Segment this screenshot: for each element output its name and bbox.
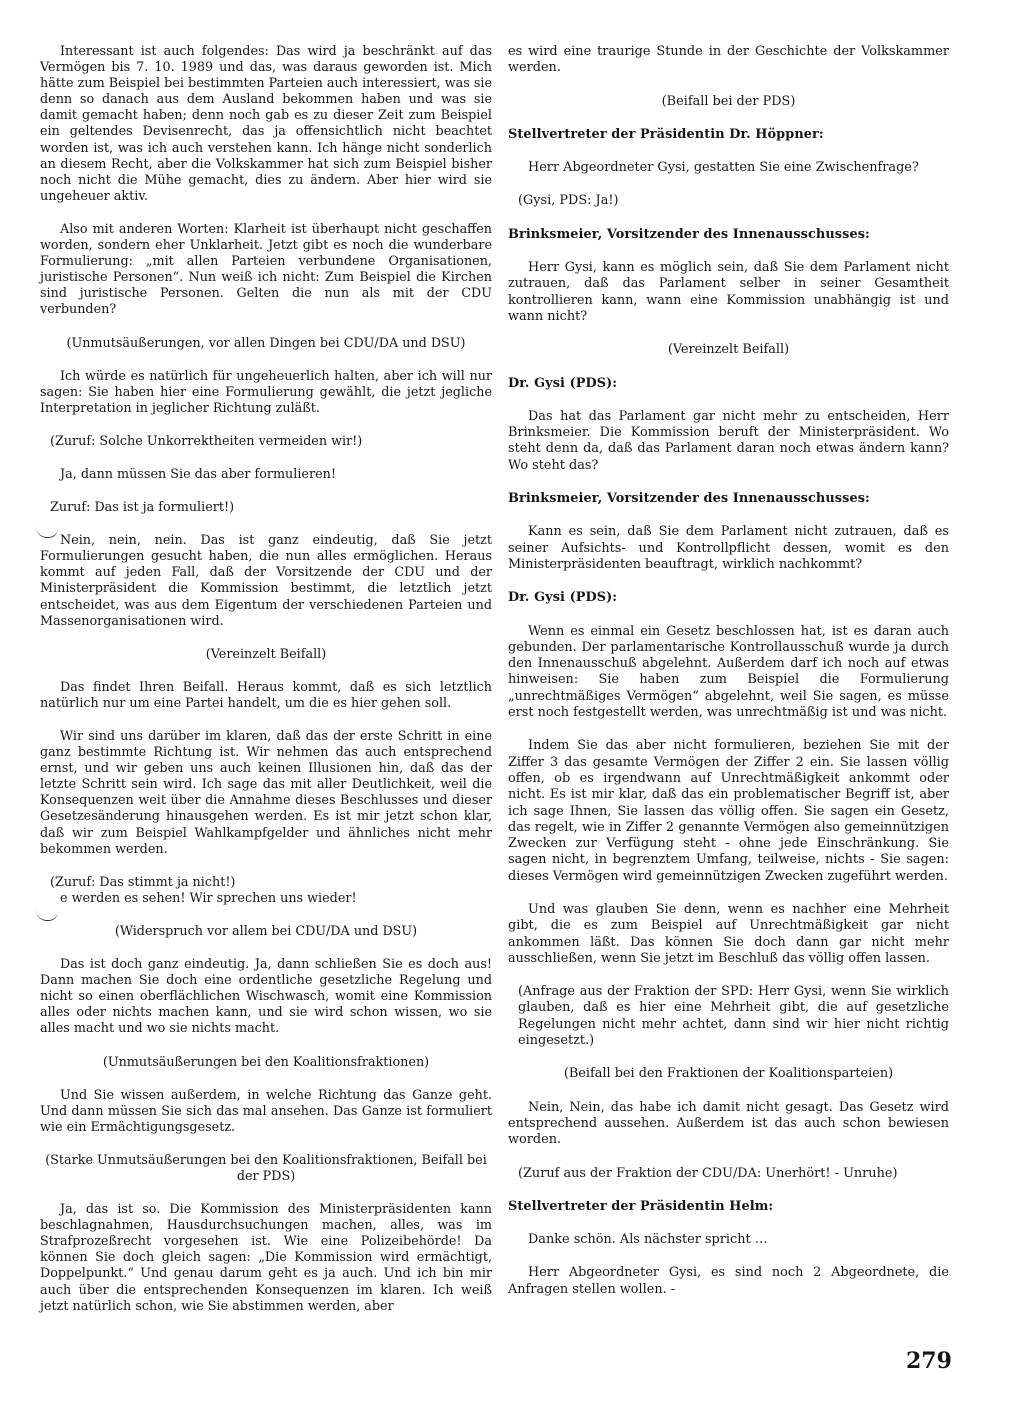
interjection: (Zuruf: Das stimmt ja nicht!) [50,874,236,890]
interjection-centered: (Unmutsäußerungen, vor allen Dingen bei CDU/DA und DSU) [66,335,466,351]
interjection: (Zuruf aus der Fraktion der CDU/DA: Unerhört! - Unruhe) [518,1165,898,1181]
page-number: 279 [906,1348,952,1374]
paragraph: Nein, Nein, das habe ich damit nicht gesagt. Das Gesetz wird entsprechend aussehen. Außerdem ist das auch schon bewiesen worden. [508,1099,949,1148]
interjection: (Anfrage aus der Fraktion der SPD: Herr Gysi, wenn Sie wirklich glauben, daß es hier eine Mehrheit gibt, die auf gesetzliche Regelungen nicht mehr achtet, dann sind wir hier nicht richtig eingesetzt.) [518,984,949,1049]
speaker-heading: Brinksmeier, Vorsitzender des Innenausschusses: [508,491,870,507]
paragraph: es wird eine traurige Stunde in der Geschichte der Volkskammer werden. [508,44,949,76]
interjection-centered: (Starke Unmutsäußerungen bei den Koalitionsfraktionen, Beifall bei der PDS) [45,1152,487,1184]
paragraph: Und was glauben Sie denn, wenn es nachher eine Mehrheit gibt, die es zum Beispiel auf Unrechtmäßigkeit gar nicht ankommen läßt. Das können Sie doch dann gar nicht mehr ausschließen, wenn Sie jetzt im Beschluß das völlig offen lassen. [508,901,949,966]
paragraph: Das hat das Parlament gar nicht mehr zu entscheiden, Herr Brinksmeier. Die Kommission beruft der Ministerpräsident. Wo steht denn da, daß das Parlament daran noch etwas ändern kann? Wo steht das? [508,408,949,473]
interjection: (Gysi, PDS: Ja!) [518,193,619,209]
speaker-heading: Dr. Gysi (PDS): [508,590,618,606]
paragraph-fragment: e werden es sehen! Wir sprechen uns wieder! [60,890,357,906]
speaker-heading: Stellvertreter der Präsidentin Helm: [508,1198,774,1214]
paragraph: Das ist doch ganz eindeutig. Ja, dann schließen Sie es doch aus! Dann machen Sie doch eine ordentliche gesetzliche Regelung und nicht so einen oberflächlichen Wischwasch, womit eine Kommission alles oder nichts machen kann, und sie wird schon wissen, wo sie alles macht und wo sie nichts macht. [40,957,492,1037]
left-column [40,44,492,1332]
paragraph: Kann es sein, daß Sie dem Parlament nicht zutrauen, daß es seiner Aufsichts- und Kontrollpflicht dessen, womit es den Ministerpräsidenten beauftragt, wirklich nachkommt? [508,524,949,572]
paragraph: Herr Abgeordneter Gysi, es sind noch 2 Abgeordnete, die Anfragen stellen wollen. - [508,1265,949,1297]
paragraph: Nein, nein, nein. Das ist ganz eindeutig, daß Sie jetzt Formulierungen gesucht haben, die nun alles ermöglichen. Heraus kommt auf jeden Fall, daß der Vorsitzende der CDU und der Ministerpräsident die Kommission bestimmt, die letztlich jetzt entscheidet, was aus dem Eigentum der verschiedenen Parteien und Massenorganisationen wird. [40,533,492,629]
paragraph: Ich würde es natürlich für ungeheuerlich halten, aber ich will nur sagen: Sie haben hier eine Formulierung gewählt, die jetzt jegliche Interpretation in jeglicher Richtung zuläßt. [40,368,492,416]
paragraph: Wenn es einmal ein Gesetz beschlossen hat, ist es daran auch gebunden. Der parlamentarische Kontrollausschuß wurde ja durch den Innenausschuß abgelehnt. Außerdem darf ich noch auf etwas hinweisen: Sie haben zum Beispiel die Formulierung „unrechtmäßiges Vermögen“ abgelehnt, weil Sie sagen, es müsse erst noch festgestellt werden, was unrechtmäßig ist und was nicht. [508,623,949,721]
paragraph: Herr Abgeordneter Gysi, gestatten Sie eine Zwischenfrage? [528,160,919,176]
paragraph: Also mit anderen Worten: Klarheit ist überhaupt nicht geschaffen worden, sondern eher Unklarheit. Jetzt gibt es noch die wunderbare Formulierung: „mit allen Parteien verbundene Organisationen, juristische Personen“. Nun weiß ich nicht: Zum Beispiel die Kirchen sind juristische Personen. Gelten die nun als mit der CDU verbunden? [40,221,492,318]
paragraph: Ja, das ist so. Die Kommission des Ministerpräsidenten kann beschlagnahmen, Hausdurchsuchungen machen, alles, was im Strafprozeßrecht vorgesehen ist. Wie eine Polizeibehörde! Da können Sie doch gleich sagen: „Die Kommission wird ermächtigt, Doppelpunkt.“ Und genau darum geht es ja auch. Und ich bin mir auch über die entsprechenden Konsequenzen im klaren. Ich weiß jetzt natürlich schon, wie Sie abstimmen werden, aber [40,1202,492,1314]
paragraph: Ja, dann müssen Sie das aber formulieren! [60,466,336,482]
speaker-heading: Dr. Gysi (PDS): [508,375,618,391]
speaker-heading: Brinksmeier, Vorsitzender des Innenausschusses: [508,226,870,242]
paragraph: Und Sie wissen außerdem, in welche Richtung das Ganze geht. Und dann müssen Sie sich das mal ansehen. Das Ganze ist formuliert wie ein Ermächtigungsgesetz. [40,1087,492,1135]
paragraph: Indem Sie das aber nicht formulieren, beziehen Sie mit der Ziffer 3 das gesamte Vermögen der Ziffer 2 ein. Sie lassen völlig offen, ob es irgendwann auf Unrechtmäßigkeit ankommt oder nicht. Es ist mir klar, daß das ein problematischer Begriff ist, aber ich sage Ihnen, Sie lassen das völlig offen. Sie sagen ein Gesetz, das regelt, wie in Ziffer 2 genannte Vermögen also gemeinnützigen Zwecken zur Verfügung steht - ohne jede Einschränkung. Sie sagen nicht, in begrenztem Umfang, teilweise, nichts - Sie sagen: dieses Vermögen wird gemeinnützigen Zwecken zugeführt werden. [508,738,949,884]
paragraph: Herr Gysi, kann es möglich sein, daß Sie dem Parlament nicht zutrauen, daß das Parlament selber in seiner Gesamtheit kontrollieren kann, wann eine Kommission unabhängig ist und wann nicht? [508,260,949,324]
paragraph: Das findet Ihren Beifall. Heraus kommt, daß es sich letztlich natürlich nur um eine Partei handelt, um die es hier gehen soll. [40,679,492,711]
interjection-centered: (Unmutsäußerungen bei den Koalitionsfraktionen) [102,1054,430,1070]
interjection: (Zuruf: Solche Unkorrektheiten vermeiden wir!) [50,433,363,449]
interjection-centered: (Beifall bei den Fraktionen der Koalitionsparteien) [563,1066,894,1082]
paragraph: Interessant ist auch folgendes: Das wird ja beschränkt auf das Vermögen bis 7. 10. 1989 und das, was daraus geworden ist. Mich hätte zum Beispiel bei bestimmten Parteien auch interessiert, was sie denn so danach aus dem Ausland bekommen haben und was sie damit gemacht haben; denn noch gab es zu dieser Zeit zum Beispiel ein geltendes Devisenrecht, das ja offensichtlich nicht beachtet worden ist, was ich auch verstehen kann. Ich hänge nicht sonderlich an diesem Recht, aber die Volkskammer hat sich zum Beispiel bisher noch nicht die Mühe gemacht, dies zu ändern. Aber hier wird sie ungeheuer aktiv. [40,44,492,204]
interjection-centered: (Vereinzelt Beifall) [667,342,790,358]
right-column [508,44,949,1315]
paragraph: Wir sind uns darüber im klaren, daß das der erste Schritt in eine ganz bestimmte Richtung ist. Wir nehmen das auch entsprechend ernst, und wir geben uns auch keinen Illusionen hin, daß das der letzte Schritt sein wird. Ich sage das mit aller Deutlichkeit, weil die Konsequenzen weit über die Annahme dieses Beschlusses und dieser Gesetzesänderung hinausgehen werden. Es ist mir jetzt schon klar, daß wir zum Beispiel Wahlkampfgelder und ähnliches nicht mehr bekommen werden. [40,729,492,857]
interjection-centered: (Beifall bei der PDS) [661,93,796,109]
speaker-heading: Stellvertreter der Präsidentin Dr. Höppner: [508,126,824,142]
paragraph: Danke schön. Als nächster spricht … [528,1232,768,1248]
interjection-centered: (Widerspruch vor allem bei CDU/DA und DSU) [114,923,418,939]
interjection: Zuruf: Das ist ja formuliert!) [50,500,235,516]
interjection-centered: (Vereinzelt Beifall) [205,646,327,662]
interjection-block [40,875,492,907]
